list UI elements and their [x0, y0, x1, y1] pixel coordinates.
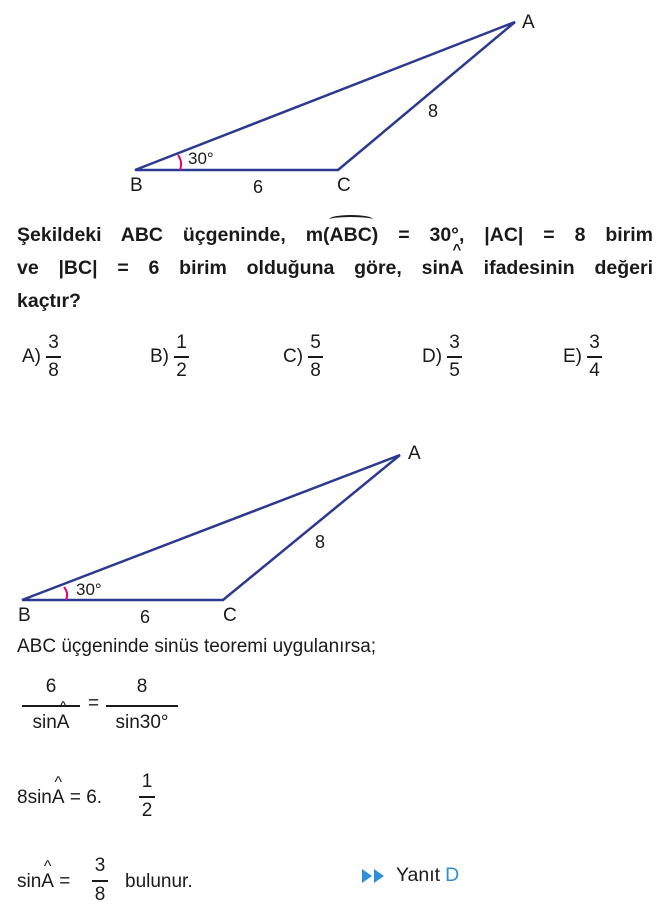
question-text: [17, 219, 653, 318]
angle-label-b: 30°: [188, 149, 214, 168]
play-arrow-icon: [374, 869, 384, 883]
hat-a: [51, 774, 65, 809]
question-line-1: [17, 219, 653, 252]
option-fraction: [587, 332, 602, 382]
hat-a: [449, 241, 464, 285]
fraction-numerator: 3: [94, 855, 106, 876]
vertex-label-a: A: [408, 443, 421, 464]
answer-label: Yanıt: [396, 864, 441, 886]
fraction-numerator: 3: [589, 332, 600, 353]
option-letter: A): [22, 345, 41, 367]
fraction-denominator: 2: [176, 359, 187, 381]
side-label-bc: 6: [140, 607, 151, 627]
question-line-1-pre: Şekildeki ABC üçgeninde, m(: [17, 224, 330, 246]
option-a[interactable]: [22, 332, 61, 382]
play-arrow-icon: [362, 869, 372, 883]
fraction-denominator: sin30°: [115, 711, 169, 733]
fraction-bar: [106, 705, 178, 707]
eq1-right-fraction: [106, 676, 178, 734]
hat-a: [56, 698, 70, 734]
fraction-denominator: 2: [141, 799, 153, 821]
side-label-ac: 8: [428, 101, 439, 121]
caret-icon: ^: [54, 774, 62, 791]
answer-value: D: [445, 864, 460, 886]
fraction-numerator: 3: [48, 332, 59, 353]
fraction-bar: [308, 356, 323, 358]
triangle-figure-solution: [0, 440, 663, 630]
question-line-3: kaçtır?: [17, 290, 81, 312]
fraction-numerator: 3: [449, 332, 460, 353]
option-fraction: [447, 332, 462, 382]
fraction-numerator: 8: [136, 676, 148, 697]
option-b[interactable]: [150, 332, 189, 382]
triangle-figure-top: [0, 0, 663, 200]
fraction-denominator: 8: [94, 883, 106, 905]
triangle-abc-solution: [22, 455, 400, 600]
eq2-post: = 6.: [64, 787, 103, 808]
vertex-label-b: B: [130, 175, 143, 196]
caret-icon: ^: [59, 698, 67, 716]
option-letter: B): [150, 345, 169, 367]
fraction-denominator: 8: [48, 359, 59, 381]
vertex-label-c: C: [223, 605, 237, 626]
fraction-numerator: 5: [310, 332, 321, 353]
option-letter: D): [422, 345, 443, 367]
answer-indicator: [362, 864, 459, 887]
eq3-pre: sin: [17, 871, 42, 892]
question-line-2: [17, 241, 653, 285]
eq2-pre: 8sin: [17, 787, 52, 808]
eq1-equals: =: [88, 693, 100, 714]
question-line-2-pre: ve |BC| = 6 birim olduğuna göre, sin: [17, 257, 450, 279]
hat-a-letter: A: [41, 871, 54, 892]
option-fraction: [308, 332, 323, 382]
eq3-post: =: [53, 871, 71, 892]
fraction-bar: [22, 705, 80, 707]
hat-a: [41, 858, 54, 893]
eq1-left-fraction: [22, 676, 80, 734]
option-letter: C): [283, 345, 304, 367]
caret-icon: ^: [43, 858, 52, 875]
fraction-bar: [587, 356, 602, 358]
answer-options: [0, 332, 663, 392]
hat-a-letter: A: [51, 787, 65, 808]
angle-label-b: 30°: [76, 580, 102, 599]
vertex-label-b: B: [18, 605, 31, 626]
side-label-ac: 8: [315, 532, 326, 552]
fraction-denominator: 8: [310, 359, 321, 381]
fraction-numerator: 6: [45, 676, 57, 697]
angle-hat-abc: ABC: [330, 219, 372, 252]
fraction-denominator: 5: [449, 359, 460, 381]
eq3-text: [17, 858, 71, 893]
hat-a-letter: A: [56, 711, 70, 733]
eq2-fraction: [139, 771, 155, 822]
sin-text: sin: [32, 711, 57, 733]
angle-mark-b-solution: [64, 587, 67, 600]
fraction-bar: [139, 796, 155, 798]
fraction-bar: [174, 356, 189, 358]
fraction-bar: [46, 356, 61, 358]
question-line-2-post: ifadesinin değeri: [463, 257, 653, 279]
option-fraction: [174, 332, 189, 382]
eq3-tail: bulunur.: [125, 871, 193, 892]
vertex-label-a: A: [522, 12, 535, 33]
fraction-denominator: 4: [589, 359, 600, 381]
option-e[interactable]: [563, 332, 602, 382]
fraction-numerator: 1: [141, 771, 153, 792]
fraction-denominator: [32, 698, 70, 734]
angle-mark-b: [178, 155, 181, 170]
option-d[interactable]: [422, 332, 462, 382]
option-c[interactable]: [283, 332, 323, 382]
fraction-numerator: 1: [176, 332, 187, 353]
option-letter: E): [563, 345, 582, 367]
triangle-abc: [135, 22, 515, 170]
vertex-label-c: C: [337, 175, 351, 196]
eq2-text: [17, 774, 103, 809]
caret-icon: ^: [452, 241, 462, 258]
fraction-bar: [92, 880, 108, 882]
option-fraction: [46, 332, 61, 382]
fraction-bar: [447, 356, 462, 358]
question-line-1-post: ) = 30°, |AC| = 8 birim: [371, 224, 653, 246]
solution-intro: ABC üçgeninde sinüs teoremi uygulanırsa;: [17, 636, 377, 657]
side-label-bc: 6: [253, 177, 264, 197]
eq3-fraction: [92, 855, 108, 906]
hat-a-letter: A: [449, 257, 464, 279]
